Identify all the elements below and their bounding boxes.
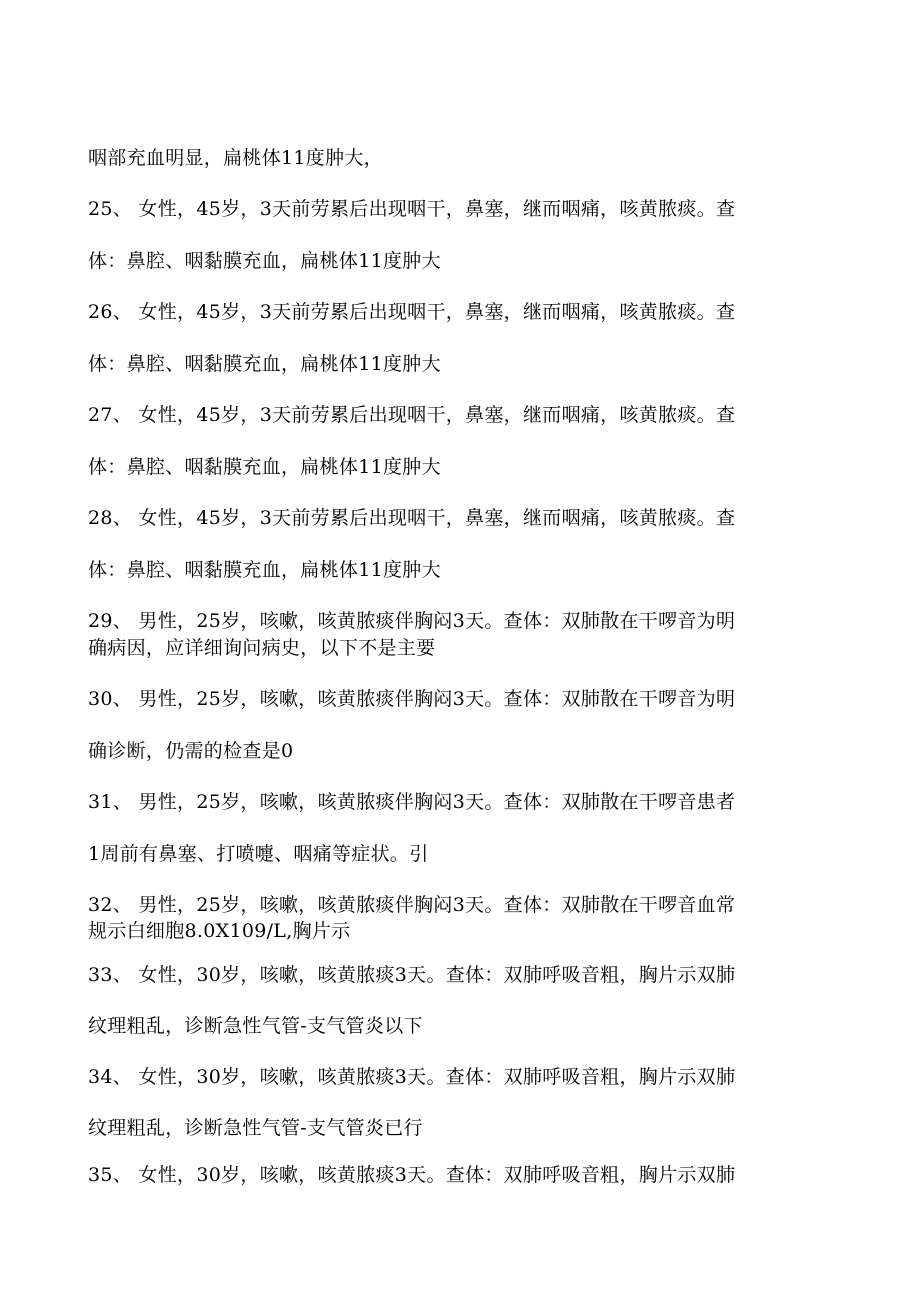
question-29-line-2: 确病因，应详细询问病史，以下不是主要	[88, 637, 436, 659]
question-32-line-2: 规示白细胞8.0X109/L,胸片示	[88, 920, 351, 942]
question-25-line-2: 体：鼻腔、咽黏膜充血，扁桃体11度肿大	[88, 250, 441, 272]
question-28-line-1: 28、 女性，45岁，3天前劳累后出现咽干，鼻塞，继而咽痛，咳黄脓痰。查	[88, 507, 736, 529]
question-27-line-1: 27、 女性，45岁，3天前劳累后出现咽干，鼻塞，继而咽痛，咳黄脓痰。查	[88, 404, 736, 426]
question-34-line-1: 34、 女性，30岁，咳嗽，咳黄脓痰3天。查体：双肺呼吸音粗，胸片示双肺	[88, 1066, 736, 1088]
question-35-line-1: 35、 女性，30岁，咳嗽，咳黄脓痰3天。查体：双肺呼吸音粗，胸片示双肺	[88, 1164, 736, 1186]
question-34-line-2: 纹理粗乱，诊断急性气管-支气管炎已行	[88, 1117, 423, 1139]
question-29-line-1: 29、 男性，25岁，咳嗽，咳黄脓痰伴胸闷3天。查体：双肺散在干啰音为明	[88, 610, 736, 632]
question-31-line-2: 1周前有鼻塞、打喷嚏、咽痛等症状。引	[88, 843, 429, 865]
question-30-line-1: 30、 男性，25岁，咳嗽，咳黄脓痰伴胸闷3天。查体：双肺散在干啰音为明	[88, 688, 736, 710]
question-33-line-2: 纹理粗乱，诊断急性气管-支气管炎以下	[88, 1015, 423, 1037]
text-line: 咽部充血明显，扁桃体11度肿大，	[88, 147, 383, 169]
question-31-line-1: 31、 男性，25岁，咳嗽，咳黄脓痰伴胸闷3天。查体：双肺散在干啰音患者	[88, 791, 736, 813]
question-32-line-1: 32、 男性，25岁，咳嗽，咳黄脓痰伴胸闷3天。查体：双肺散在干啰音血常	[88, 894, 736, 916]
question-25-line-1: 25、 女性，45岁，3天前劳累后出现咽干，鼻塞，继而咽痛，咳黄脓痰。查	[88, 198, 736, 220]
question-27-line-2: 体：鼻腔、咽黏膜充血，扁桃体11度肿大	[88, 456, 441, 478]
question-26-line-1: 26、 女性，45岁，3天前劳累后出现咽干，鼻塞，继而咽痛，咳黄脓痰。查	[88, 301, 736, 323]
question-26-line-2: 体：鼻腔、咽黏膜充血，扁桃体11度肿大	[88, 353, 441, 375]
question-28-line-2: 体：鼻腔、咽黏膜充血，扁桃体11度肿大	[88, 559, 441, 581]
question-30-line-2: 确诊断，仍需的检查是0	[88, 740, 294, 762]
question-33-line-1: 33、 女性，30岁，咳嗽，咳黄脓痰3天。查体：双肺呼吸音粗，胸片示双肺	[88, 964, 736, 986]
